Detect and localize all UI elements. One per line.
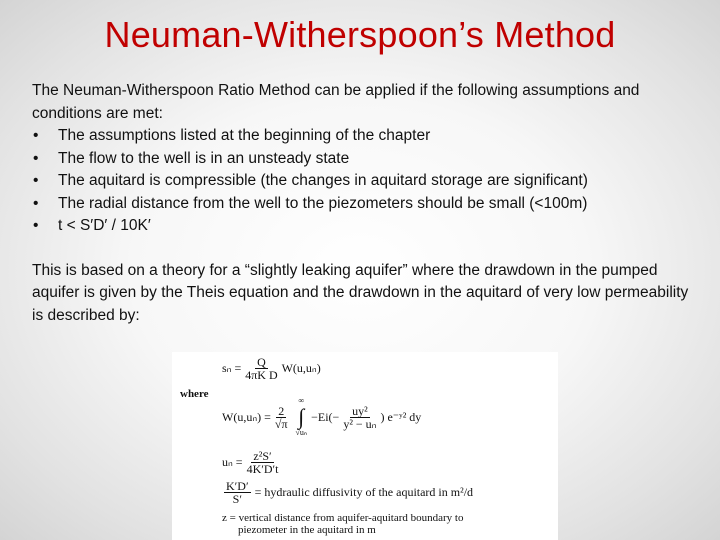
eq2-denominator: √π bbox=[274, 416, 288, 431]
eq3-fraction bbox=[245, 450, 281, 475]
equation-well-function bbox=[222, 396, 421, 438]
eq1-lhs: sₙ = bbox=[222, 361, 242, 375]
where-label: where bbox=[180, 388, 209, 400]
equation-diffusivity bbox=[222, 480, 473, 505]
eq3-denominator: 4K′D′t bbox=[246, 462, 279, 476]
theory-paragraph: This is based on a theory for a “slightly leaking aquifer” where the drawdown in the pumped aquifer is given by the Theis equation and the drawdown in the aquitard of very low permeability is described by: bbox=[32, 261, 689, 324]
eq1-fraction bbox=[243, 356, 279, 381]
bullet-marker: • bbox=[33, 217, 39, 234]
eq4-numerator: K′D′ bbox=[226, 479, 249, 493]
eq1-rhs: W(u,uₙ) bbox=[281, 361, 321, 375]
eq4-rhs: = hydraulic diffusivity of the aquitard in m²/d bbox=[254, 485, 474, 499]
list-item-text: The flow to the well is in an unsteady state bbox=[58, 149, 350, 167]
slide-title: Neuman-Witherspoon’s Method bbox=[104, 14, 616, 55]
list-item-text: The assumptions listed at the beginning of the chapter bbox=[58, 127, 431, 144]
eq4-denominator: S′ bbox=[232, 492, 242, 506]
equation-z-definition bbox=[222, 512, 463, 536]
list-item bbox=[32, 170, 697, 193]
eq4-fraction bbox=[224, 480, 251, 505]
eq1-numerator: Q bbox=[257, 355, 266, 369]
eq2-lhs: W(u,uₙ) = bbox=[222, 409, 271, 424]
eq1-denominator: 4πK D bbox=[245, 368, 278, 382]
intro-paragraph: The Neuman-Witherspoon Ratio Method can be applied if the following assumptions and conditions are met: bbox=[32, 82, 640, 122]
list-item bbox=[32, 215, 697, 238]
list-item-text: The radial distance from the well to the piezometers should be small (<100m) bbox=[58, 194, 588, 212]
integral-lower: √uₙ bbox=[295, 428, 308, 437]
bullet-marker: • bbox=[33, 149, 39, 167]
eq2-inner-numerator: uy² bbox=[352, 403, 368, 418]
list-item bbox=[32, 193, 697, 216]
bullet-marker: • bbox=[33, 172, 39, 189]
eq3-numerator: z²S′ bbox=[253, 449, 272, 463]
integral-upper: ∞ bbox=[298, 396, 305, 405]
eq5-line2: piezometer in the aquitard in m bbox=[238, 524, 376, 536]
eq2-numerator: 2 bbox=[278, 403, 285, 418]
eq3-lhs: uₙ = bbox=[222, 455, 243, 469]
slide-body bbox=[32, 80, 697, 327]
integral-sign bbox=[296, 396, 308, 438]
equation-drawdown-aquifer bbox=[222, 356, 321, 381]
eq2-inner-denominator: y² − uₙ bbox=[343, 416, 377, 431]
eq2-fraction bbox=[273, 405, 290, 430]
eq5-line1: z = vertical distance from aquifer-aquitard boundary to bbox=[222, 512, 464, 524]
eq2-body: −Ei(− bbox=[311, 409, 340, 424]
list-item-text: The aquitard is compressible (the changes in aquitard storage are significant) bbox=[58, 172, 588, 189]
list-item-text: t < S′D′ / 10K′ bbox=[58, 217, 151, 234]
assumption-list bbox=[32, 125, 697, 238]
eq2-tail: ) e⁻ʸ² dy bbox=[380, 409, 422, 424]
list-item bbox=[32, 148, 697, 171]
bullet-marker: • bbox=[33, 194, 39, 212]
eq2-inner-fraction bbox=[341, 405, 378, 430]
list-item bbox=[32, 125, 697, 148]
equation-image bbox=[172, 352, 558, 540]
equation-uc bbox=[222, 450, 282, 475]
bullet-marker: • bbox=[33, 127, 39, 144]
integral-symbol: ∫ bbox=[298, 404, 305, 429]
